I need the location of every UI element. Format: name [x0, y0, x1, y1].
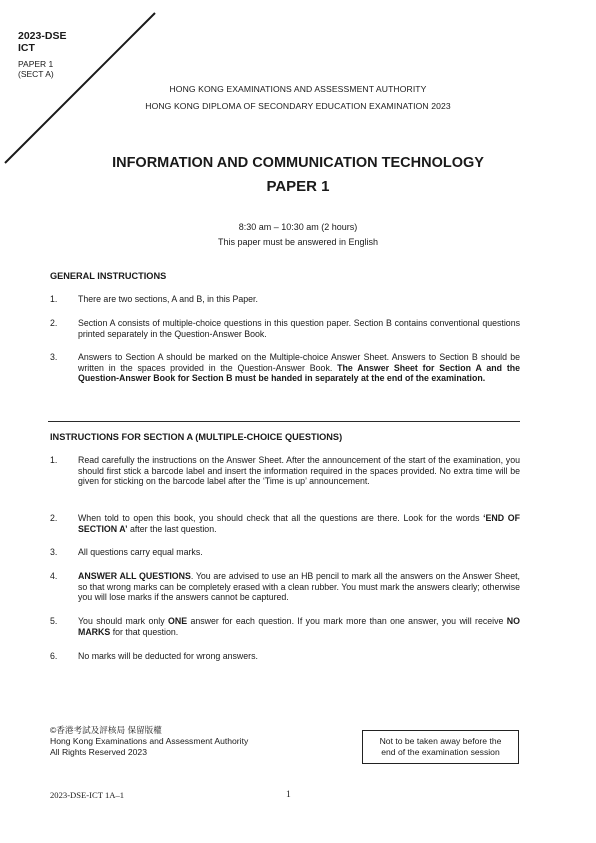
page-number: 1 — [286, 790, 291, 800]
item-text-after: answer for each question. If you mark more than one answer, you will receive — [187, 616, 507, 626]
subject-title: INFORMATION AND COMMUNICATION TECHNOLOGY — [112, 155, 484, 171]
paper-title: PAPER 1 — [266, 178, 330, 195]
corner-exam-code — [18, 30, 66, 54]
item-text: Answers to Section A should be marked on the Multiple-choice Answer Sheet. Answers to Section B should be written in the spaces provided in the Question-Answer Book. — [78, 352, 520, 373]
notice-line-2: end of the examination session — [381, 747, 500, 757]
section-a-instruction-item — [50, 616, 520, 637]
item-number: 3. — [50, 547, 58, 557]
item-text: You should mark only — [78, 616, 168, 626]
item-number: 3. — [50, 352, 58, 362]
subject-code: ICT — [18, 42, 35, 54]
item-text-after-2: for that question. — [110, 626, 179, 637]
item-bold-text: ONE — [168, 616, 188, 626]
item-text: Section A consists of multiple-choice questions in this question paper. Section B contains conventional questions printed separately in the Question-Answer Book. — [78, 318, 520, 339]
section-a-instruction-item — [50, 571, 520, 603]
item-number: 2. — [50, 318, 58, 328]
item-number: 5. — [50, 616, 58, 626]
section-a-instruction-item — [50, 513, 520, 534]
paper-label: PAPER 1 — [18, 59, 54, 69]
item-text: There are two sections, A and B, in this Paper. — [78, 294, 258, 304]
copyright-line-1: Hong Kong Examinations and Assessment Authority — [50, 736, 249, 746]
corner-paper-info — [18, 59, 54, 79]
item-bold-text: ANSWER ALL QUESTIONS — [78, 571, 191, 581]
not-to-be-taken-away-notice — [362, 730, 519, 764]
item-bold-text: The Answer Sheet for Section A and the Question-Answer Book for Section B must be handed in separately at the end of the examination. — [78, 362, 521, 384]
section-a-instruction-item — [50, 547, 520, 558]
item-number: 1. — [50, 294, 58, 304]
section-a-instruction-item — [50, 455, 520, 487]
exam-code: 2023-DSE — [18, 30, 67, 42]
item-bold-text: ‘END OF SECTION A’ — [78, 513, 520, 534]
diploma-name: HONG KONG DIPLOMA OF SECONDARY EDUCATION EXAMINATION 2023 — [145, 101, 451, 111]
notice-line-1: Not to be taken away before the — [379, 736, 502, 746]
item-number: 4. — [50, 571, 58, 581]
general-instruction-item — [50, 318, 520, 339]
item-text: All questions carry equal marks. — [78, 547, 203, 557]
language-note: This paper must be answered in English — [217, 237, 379, 247]
item-number: 6. — [50, 651, 58, 661]
section-a-heading: INSTRUCTIONS FOR SECTION A (MULTIPLE-CHOICE QUESTIONS) — [50, 432, 343, 442]
item-text: When told to open this book, you should check that all the questions are there. Look for the words — [78, 513, 484, 523]
copyright-line-2: All Rights Reserved 2023 — [50, 747, 147, 757]
general-instruction-item — [50, 294, 520, 305]
authority-name: HONG KONG EXAMINATIONS AND ASSESSMENT AUTHORITY — [169, 84, 427, 94]
copyright-chinese: ©香港考試及評核局 保留版權 — [50, 725, 162, 735]
general-instructions-heading: GENERAL INSTRUCTIONS — [50, 271, 167, 281]
item-text-after: . You are advised to use an HB pencil to mark all the answers on the Answer Sheet, so that wrong marks can be completely erased with a clean rubber. You must mark the answers clearly; otherwise you will lose marks if the answers cannot be captured. — [78, 571, 520, 603]
item-bold-text-2: NO MARKS — [78, 616, 520, 637]
footer-paper-code: 2023-DSE-ICT 1A–1 — [50, 790, 125, 800]
item-number: 1. — [50, 455, 58, 465]
section-divider — [48, 421, 520, 422]
item-text-after: after the last question. — [127, 523, 217, 534]
exam-time: 8:30 am – 10:30 am (2 hours) — [238, 222, 358, 232]
copyright-block — [50, 725, 248, 758]
item-number: 2. — [50, 513, 58, 523]
section-a-instruction-item — [50, 651, 520, 662]
item-text: Read carefully the instructions on the Answer Sheet. After the announcement of the start of the examination, you should first stick a barcode label and insert the information required in the spaces provided. No extra time will be given for sticking on the barcode label after the ‘Time is up’ announcement. — [78, 455, 520, 487]
item-text: No marks will be deducted for wrong answers. — [78, 651, 258, 661]
general-instruction-item — [50, 352, 520, 384]
section-label: (SECT A) — [18, 69, 54, 79]
